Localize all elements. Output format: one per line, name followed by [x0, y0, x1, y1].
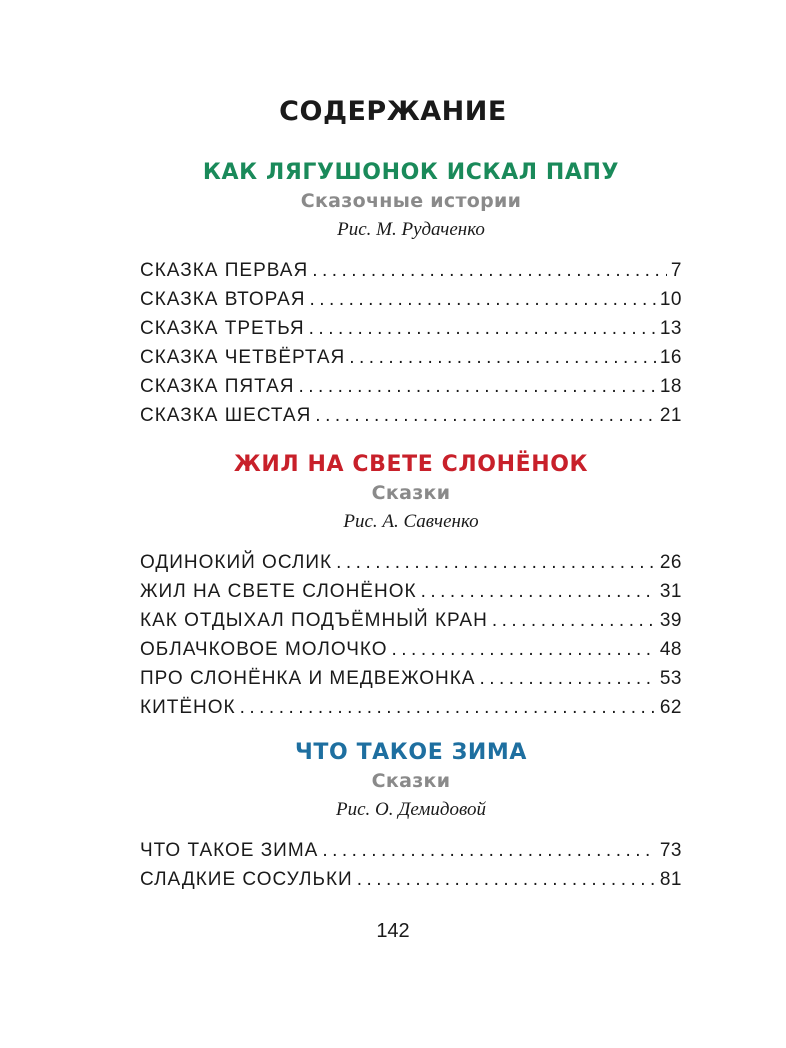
toc-entry-page: 7 [670, 260, 682, 281]
toc-list [140, 840, 682, 898]
section-illustrator: Рис. М. Рудаченко [337, 219, 485, 240]
toc-section-slonenok [140, 450, 682, 726]
toc-entry-page: 81 [659, 869, 682, 890]
toc-leader-dots [315, 405, 656, 427]
toc-entry-page: 31 [659, 581, 682, 602]
page-title: СОДЕРЖАНИЕ [279, 96, 507, 127]
toc-entry-page: 26 [659, 552, 682, 573]
section-title: ЖИЛ НА СВЕТЕ СЛОНЁНОК [233, 452, 589, 477]
toc-entry-label: СКАЗКА ТРЕТЬЯ [140, 318, 305, 339]
toc-entry-label: ПРО СЛОНЁНКА И МЕДВЕЖОНКА [140, 668, 476, 689]
toc-leader-dots [421, 581, 656, 603]
toc-leader-dots [357, 869, 656, 891]
toc-entry-label: ОДИНОКИЙ ОСЛИК [140, 552, 333, 573]
toc-leader-dots [312, 260, 667, 282]
page-number: 142 [376, 920, 410, 942]
toc-leader-dots [492, 610, 656, 632]
toc-entry-label: СКАЗКА ШЕСТАЯ [140, 405, 312, 426]
toc-entry[interactable] [140, 405, 682, 434]
toc-entry[interactable] [140, 347, 682, 376]
toc-list [140, 260, 682, 434]
toc-entry[interactable] [140, 610, 682, 639]
toc-entry[interactable] [140, 697, 682, 726]
toc-entry[interactable] [140, 260, 682, 289]
toc-section-zima [140, 738, 682, 898]
toc-entry[interactable] [140, 376, 682, 405]
toc-section-lyagushonok [140, 158, 682, 434]
toc-entry-page: 16 [659, 347, 682, 368]
toc-entry-page: 10 [659, 289, 682, 310]
toc-entry[interactable] [140, 639, 682, 668]
section-title: КАК ЛЯГУШОНОК ИСКАЛ ПАПУ [202, 160, 620, 185]
toc-leader-dots [479, 668, 655, 690]
toc-leader-dots [240, 697, 656, 719]
toc-entry-label: СЛАДКИЕ СОСУЛЬКИ [140, 869, 353, 890]
toc-entry[interactable] [140, 318, 682, 347]
section-subtitle: Сказочные истории [300, 190, 522, 212]
toc-entry-page: 39 [659, 610, 682, 631]
section-subtitle: Сказки [371, 770, 451, 792]
toc-entry-label: ЖИЛ НА СВЕТЕ СЛОНЁНОК [140, 581, 417, 602]
toc-leader-dots [349, 347, 656, 369]
toc-entry[interactable] [140, 289, 682, 318]
section-illustrator: Рис. О. Демидовой [335, 799, 487, 820]
toc-leader-dots [322, 840, 656, 862]
section-title: ЧТО ТАКОЕ ЗИМА [295, 740, 527, 765]
toc-entry-label: СКАЗКА ЧЕТВЁРТАЯ [140, 347, 346, 368]
toc-entry-label: СКАЗКА ПЕРВАЯ [140, 260, 309, 281]
toc-leader-dots [299, 376, 656, 398]
section-subtitle: Сказки [371, 482, 451, 504]
toc-entry-page: 73 [659, 840, 682, 861]
section-illustrator: Рис. А. Савченко [343, 511, 479, 532]
toc-entry[interactable] [140, 552, 682, 581]
toc-entry-page: 53 [659, 668, 682, 689]
toc-entry[interactable] [140, 581, 682, 610]
toc-entry-page: 62 [659, 697, 682, 718]
toc-entry-label: СКАЗКА ПЯТАЯ [140, 376, 295, 397]
toc-entry-label: ОБЛАЧКОВОЕ МОЛОЧКО [140, 639, 388, 660]
toc-entry[interactable] [140, 840, 682, 869]
toc-leader-dots [336, 552, 656, 574]
toc-entry[interactable] [140, 668, 682, 697]
toc-entry[interactable] [140, 869, 682, 898]
toc-leader-dots [309, 289, 655, 311]
toc-list [140, 552, 682, 726]
toc-leader-dots [392, 639, 656, 661]
toc-entry-label: КАК ОТДЫХАЛ ПОДЪЁМНЫЙ КРАН [140, 610, 488, 631]
toc-leader-dots [309, 318, 656, 340]
toc-entry-page: 48 [659, 639, 682, 660]
toc-entry-page: 21 [659, 405, 682, 426]
toc-entry-label: СКАЗКА ВТОРАЯ [140, 289, 306, 310]
toc-entry-page: 18 [659, 376, 682, 397]
toc-entry-label: ЧТО ТАКОЕ ЗИМА [140, 840, 319, 861]
toc-entry-label: КИТЁНОК [140, 697, 236, 718]
toc-entry-page: 13 [659, 318, 682, 339]
